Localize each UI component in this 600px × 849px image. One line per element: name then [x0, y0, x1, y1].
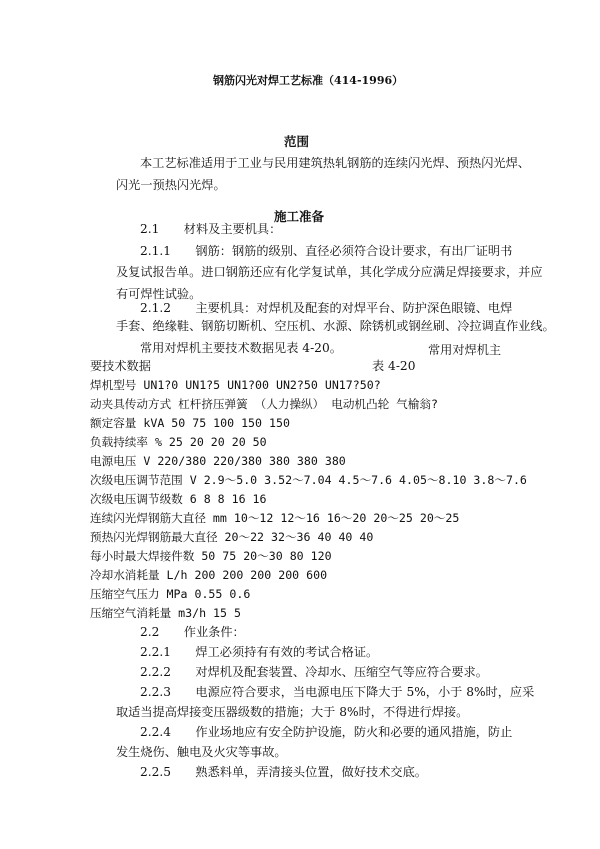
table-caption-left: 要技术数据	[90, 359, 151, 373]
scope-line-1: 本工艺标准适用于工业与民用建筑热轧钢筋的连续闪光焊、预热闪光焊、	[140, 156, 530, 170]
table-row: 每小时最大焊接件数 50 75 20～30 80 120	[90, 549, 332, 563]
work-line-1: 2.2 作业条件：	[140, 625, 245, 639]
work-line-2: 2.2.1 焊工必须持有有效的考试合格证。	[140, 645, 379, 659]
table-row: 冷却水消耗量 L/h 200 200 200 200 600	[90, 568, 328, 582]
work-line-3: 2.2.2 对焊机及配套装置、冷却水、压缩空气等应符合要求。	[140, 665, 488, 679]
document-title: 钢筋闪光对焊工艺标准（414-1996）	[213, 74, 404, 87]
prep-line-6: 手套、绝缘鞋、钢筋切断机、空压机、水源、除锈机或钢丝刷、冷拉调直作业线。	[116, 319, 555, 333]
work-line-5: 取适当提高焊接变压器级数的措施；大于 8%时，不得进行焊接。	[116, 705, 469, 719]
table-caption-right: 常用对焊机主	[428, 343, 502, 357]
work-line-4: 2.2.3 电源应符合要求，当电源电压下降大于 5%，小于 8%时，应采	[140, 685, 535, 699]
prep-heading: 施工准备	[274, 209, 325, 224]
work-line-6: 2.2.4 作业场地应有安全防护设施，防火和必要的通风措施，防止	[140, 725, 513, 739]
table-row: 预热闪光焊钢筋最大直径 20～22 32～36 40 40 40	[90, 530, 374, 544]
table-row: 负载持续率 % 25 20 20 20 50	[90, 435, 267, 449]
scope-line-2: 闪光一预热闪光焊。	[116, 178, 226, 192]
scope-heading: 范围	[284, 134, 310, 149]
prep-line-2: 2.1.1 钢筋：钢筋的级别、直径必须符合设计要求，有出厂证明书	[140, 244, 513, 258]
table-row: 压缩空气消耗量 m3/h 15 5	[90, 606, 241, 620]
prep-line-4: 有可焊性试验。	[116, 287, 202, 301]
prep-line-5: 2.1.2 主要机具：对焊机及配套的对焊平台、防护深色眼镜、电焊	[140, 301, 513, 315]
prep-line-3: 及复试报告单。进口钢筋还应有化学复试单，其化学成分应满足焊接要求，并应	[116, 265, 543, 279]
table-caption-number: 表 4-20	[372, 359, 416, 373]
table-row: 额定容量 kVA 50 75 100 150 150	[90, 416, 290, 430]
prep-line-7: 常用对焊机主要技术数据见表 4-20。	[140, 341, 342, 355]
table-row: 次级电压调节级数 6 8 8 16 16	[90, 492, 267, 506]
table-row: 动夹具传动方式 杠杆挤压弹簧 （人力操纵） 电动机凸轮 气榆翁?	[90, 397, 438, 411]
table-row: 焊机型号 UN1?0 UN1?5 UN1?00 UN2?50 UN17?50?	[90, 378, 381, 392]
table-row: 压缩空气压力 MPa 0.55 0.6	[90, 587, 251, 601]
prep-line-1: 2.1 材料及主要机具：	[140, 222, 282, 236]
table-row: 次级电压调节范围 V 2.9～5.0 3.52～7.04 4.5～7.6 4.05～8.10 3.8～7.6	[90, 473, 527, 487]
table-row: 电源电压 V 220/380 220/380 380 380 380	[90, 454, 346, 468]
work-line-8: 2.2.5 熟悉料单，弄清接头位置，做好技术交底。	[140, 765, 427, 779]
work-line-7: 发生烧伤、触电及火灾等事故。	[116, 745, 287, 759]
table-row: 连续闪光焊钢筋大直径 mm 10～12 12～16 16～20 20～25 20～25	[90, 511, 460, 525]
